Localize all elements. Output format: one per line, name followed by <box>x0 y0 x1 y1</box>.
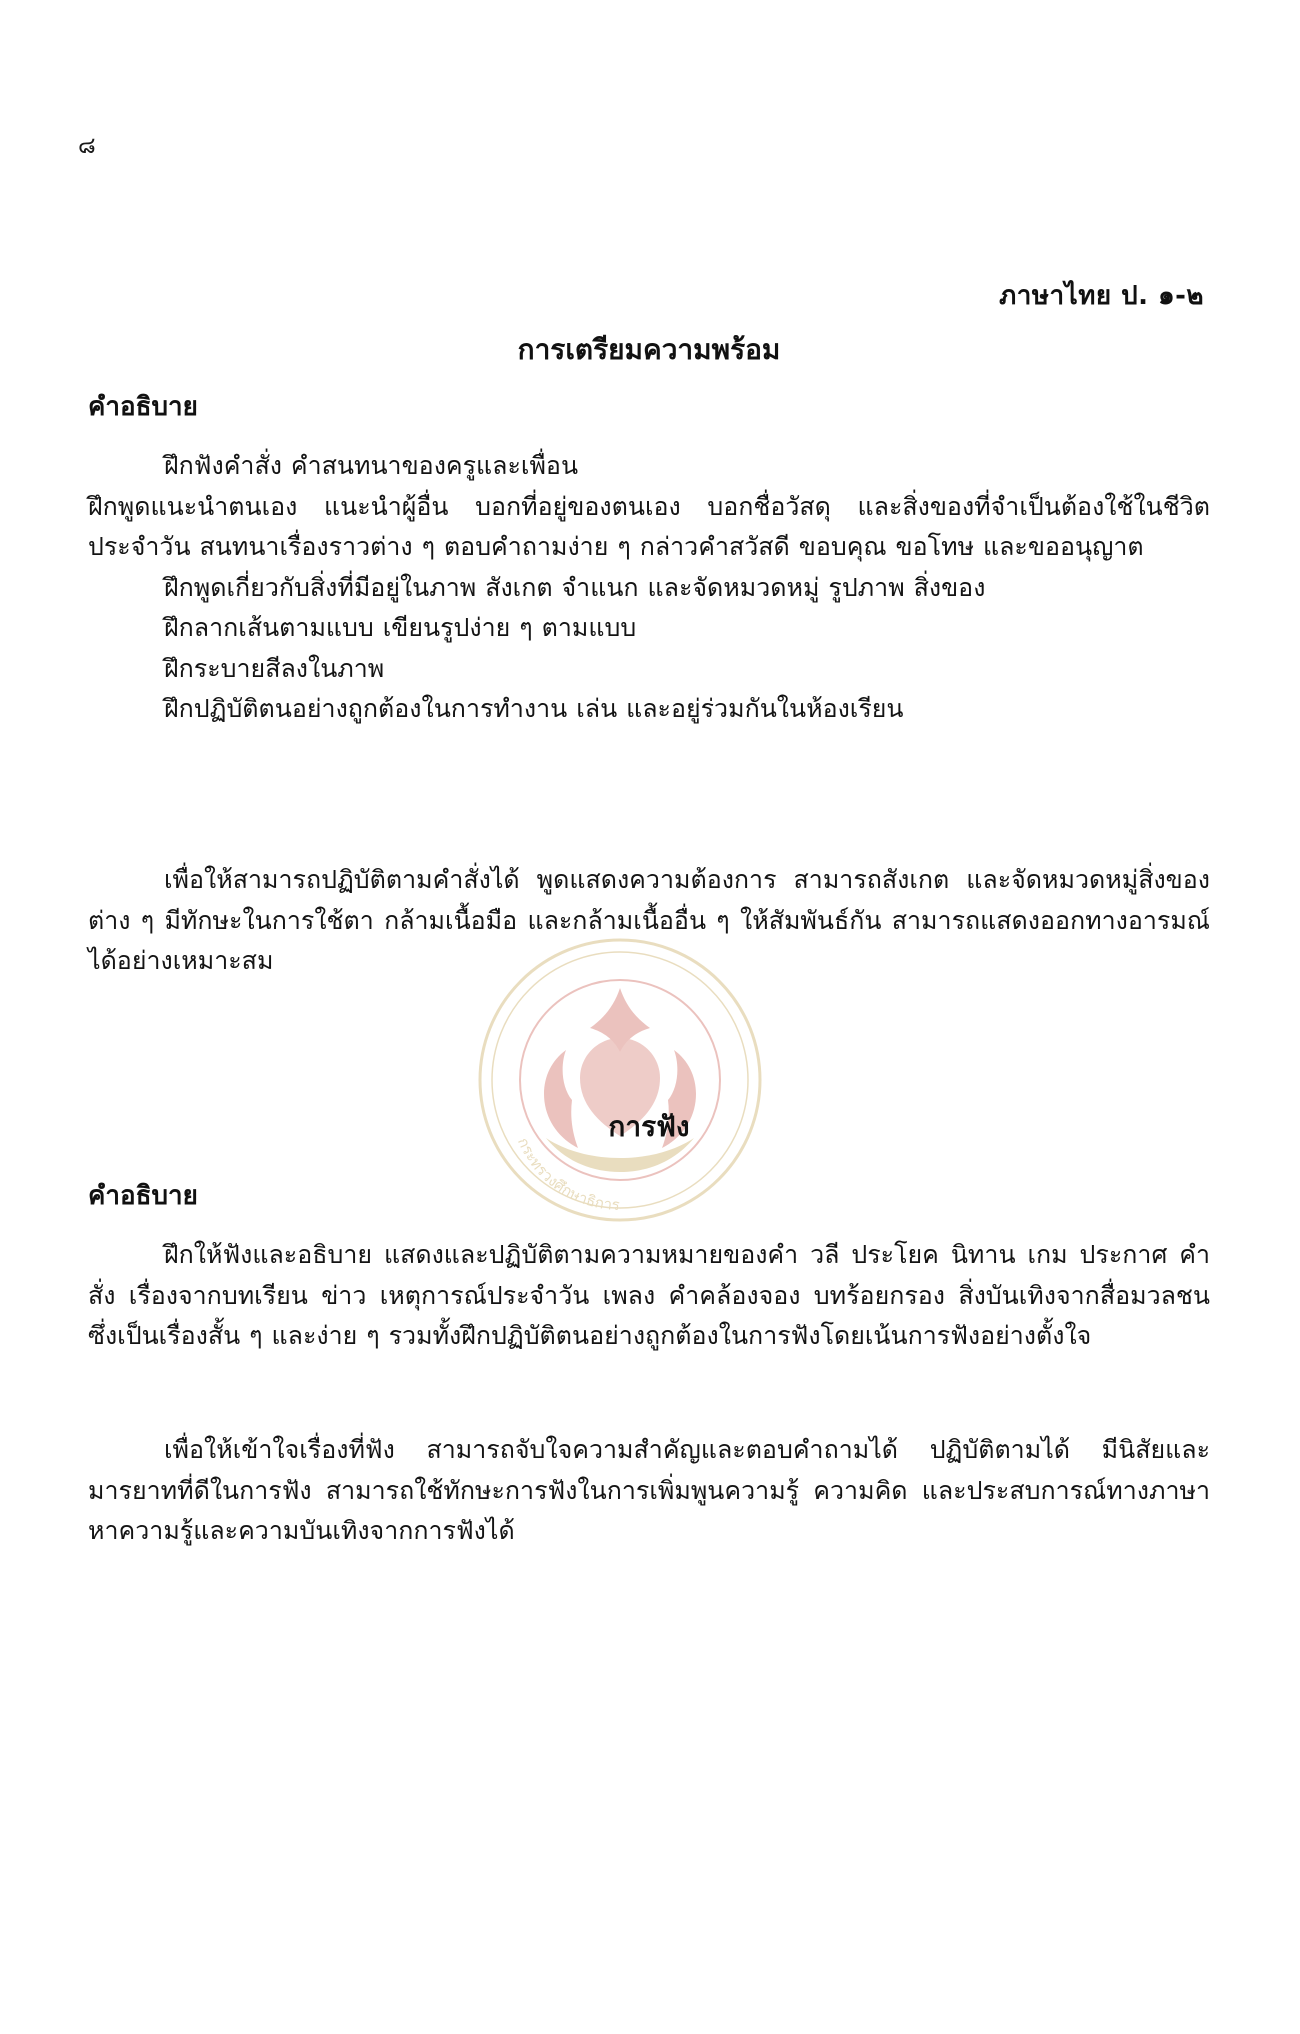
paragraph-line: ฝึกระบายสีลงในภาพ <box>164 653 385 683</box>
paragraph-line: ฝึกฟังคำสั่ง คำสนทนาของครูและเพื่อน <box>164 451 579 480</box>
section-2-paragraph-2: เพื่อให้เข้าใจเรื่องที่ฟัง สามารถจับใจความสำคัญและตอบคำถามได้ ปฏิบัติตามได้ มีนิสัยและมารยาทที่ดีในการฟัง สามารถใช้ทักษะการฟังในการเพิ่มพูนความรู้ ความคิด และประสบการณ์ทางภาษา หาความรู้และความบันเทิงจากการฟังได้ <box>88 1435 1210 1545</box>
svg-text:กระทรวงศึกษาธิการ: กระทรวงศึกษาธิการ <box>513 1134 621 1215</box>
paragraph-line: ฝึกลากเส้นตามแบบ เขียนรูปง่าย ๆ ตามแบบ <box>164 613 637 642</box>
section-1-paragraph-1 <box>88 446 1210 730</box>
paragraph-line: ฝึกพูดเกี่ยวกับสิ่งที่มีอยู่ในภาพ สังเกต จำแนก และจัดหมวดหมู่ รูปภาพ สิ่งของ <box>164 572 986 602</box>
section-1-paragraph-2: เพื่อให้สามารถปฏิบัติตามคำสั่งได้ พูดแสดงความต้องการ สามารถสังเกต และจัดหมวดหมู่สิ่งของต่าง ๆ มีทักษะในการใช้ตา กล้ามเนื้อมือ และกล้ามเนื้ออื่น ๆ ให้สัมพันธ์กัน สามารถแสดงออกทางอารมณ์ได้อย่างเหมาะสม <box>88 865 1210 975</box>
page-number: ๘ <box>78 133 96 159</box>
section-2-paragraph-1: ฝึกให้ฟังและอธิบาย แสดงและปฏิบัติตามความหมายของคำ วลี ประโยค นิทาน เกม ประกาศ คำสั่ง เรื่องจากบทเรียน ข่าว เหตุการณ์ประจำวัน เพลง คำคล้องจอง บทร้อยกรอง สิ่งบันเทิงจากสื่อมวลชน ซึ่งเป็นเรื่องสั้น ๆ และง่าย ๆ รวมทั้งฝึกปฏิบัติตนอย่างถูกต้องในการฟังโดยเน้นการฟังอย่างตั้งใจ <box>88 1240 1210 1350</box>
paragraph-line: ฝึกพูดแนะนำตนเอง แนะนำผู้อื่น บอกที่อยู่ของตนเอง บอกชื่อวัสดุ และสิ่งของที่จำเป็นต้องใช้ในชีวิตประจำวัน สนทนาเรื่องราวต่าง ๆ ตอบคำถามง่าย ๆ กล่าวคำสวัสดี ขอบคุณ ขอโทษ และขออนุญาต <box>88 491 1210 561</box>
section-title-preparation: การเตรียมความพร้อม <box>517 333 781 366</box>
document-header-subject: ภาษาไทย ป. ๑-๒ <box>999 281 1204 311</box>
section-label-description-2: คำอธิบาย <box>88 1181 198 1211</box>
section-label-description-1: คำอธิบาย <box>88 392 198 422</box>
section-title-listening: การฟัง <box>608 1110 690 1143</box>
paragraph-line: ฝึกปฏิบัติตนอย่างถูกต้องในการทำงาน เล่น และอยู่ร่วมกันในห้องเรียน <box>164 694 904 723</box>
